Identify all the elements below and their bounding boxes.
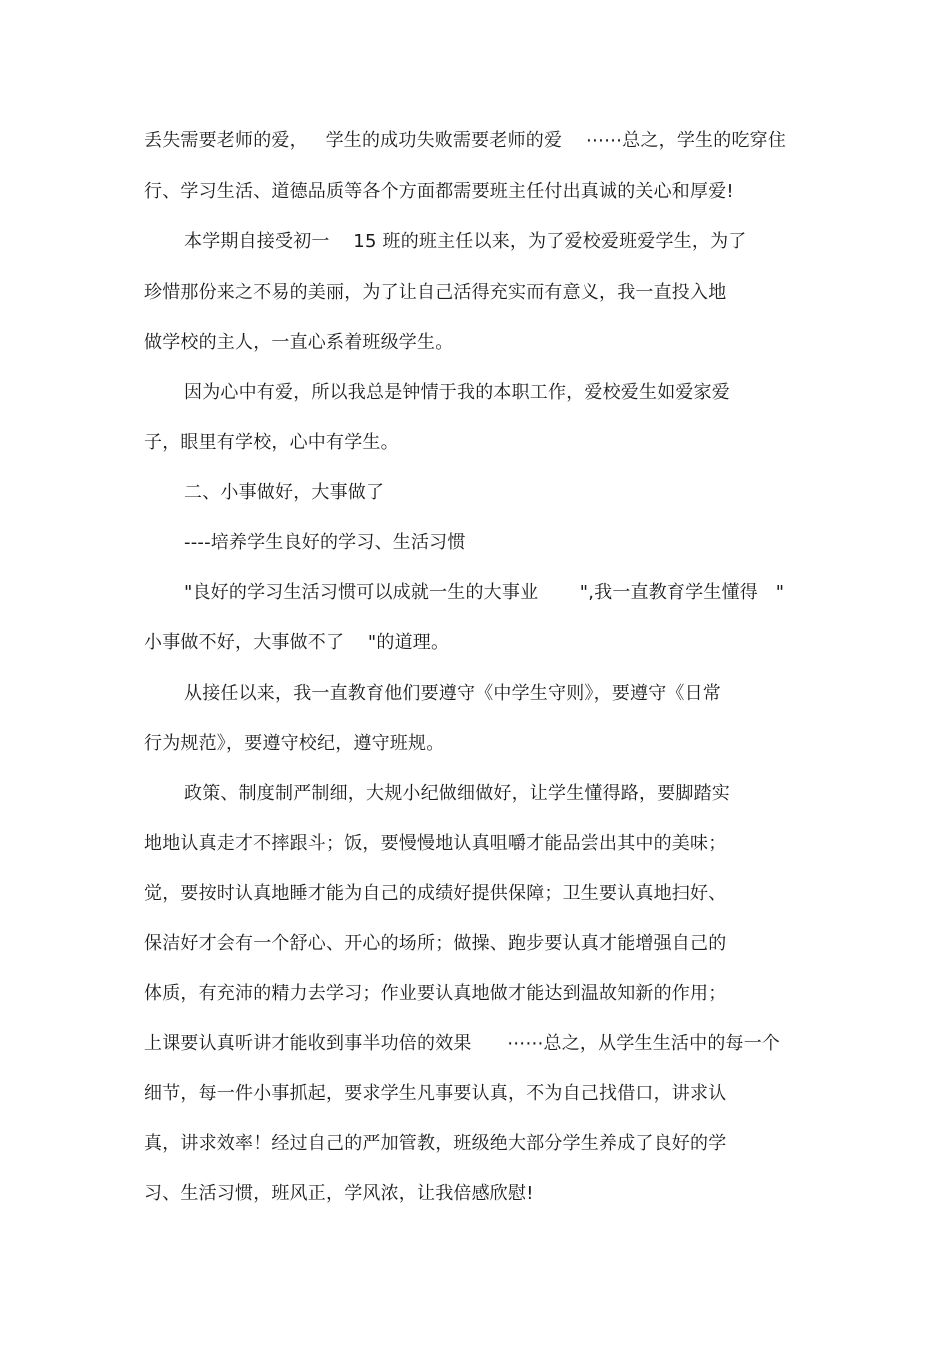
text-line: 体质，有充沛的精力去学习；作业要认真地做才能达到温故知新的作用； [144, 983, 727, 1004]
text-line: 行为规范》，要遵守校纪，遵守班规。 [144, 733, 445, 754]
section-heading: 二、小事做好，大事做了 [184, 482, 385, 503]
section-subheading: ----培养学生良好的学习、生活习惯 [184, 532, 466, 553]
text-line: 小事做不好，大事做不了 "的道理。 [144, 632, 450, 653]
text-line: "良好的学习生活习惯可以成就一生的大事业 ",我一直教育学生懂得 " [184, 582, 785, 603]
text-line: 细节，每一件小事抓起，要求学生凡事要认真，不为自己找借口，讲求认 [144, 1083, 727, 1104]
text-line: 子，眼里有学校，心中有学生。 [144, 432, 399, 453]
text-line: 真，讲求效率！经过自己的严加管教，班级绝大部分学生养成了良好的学 [144, 1133, 727, 1154]
text-line: 因为心中有爱，所以我总是钟情于我的本职工作，爱校爱生如爱家爱 [184, 382, 730, 403]
text-line: 做学校的主人，一直心系着班级学生。 [144, 332, 454, 353]
text-line: 习、生活习惯，班风正，学风浓，让我倍感欣慰! [144, 1183, 534, 1204]
text-line: 丢失需要老师的爱， 学生的成功失败需要老师的爱 ⋯⋯总之，学生的吃穿住 [144, 130, 787, 151]
text-line: 上课要认真听讲才能收到事半功倍的效果 ⋯⋯总之，从学生生活中的每一个 [144, 1033, 781, 1054]
text-line: 保洁好才会有一个舒心、开心的场所；做操、跑步要认真才能增强自己的 [144, 933, 727, 954]
text-line: 珍惜那份来之不易的美丽，为了让自己活得充实而有意义，我一直投入地 [144, 282, 727, 303]
text-line: 本学期自接受初一 15 班的班主任以来，为了爱校爱班爱学生，为了 [184, 231, 747, 252]
text-line: 政策、制度制严制细，大规小纪做细做好，让学生懂得路，要脚踏实 [184, 783, 730, 804]
text-line: 觉，要按时认真地睡才能为自己的成绩好提供保障；卫生要认真地扫好、 [144, 883, 727, 904]
text-line: 从接任以来，我一直教育他们要遵守《中学生守则》，要遵守《日常 [184, 683, 721, 704]
text-line: 行、学习生活、道德品质等各个方面都需要班主任付出真诚的关心和厚爱! [144, 181, 734, 202]
text-line: 地地认真走才不摔跟斗；饭，要慢慢地认真咀嚼才能品尝出其中的美味； [144, 833, 727, 854]
